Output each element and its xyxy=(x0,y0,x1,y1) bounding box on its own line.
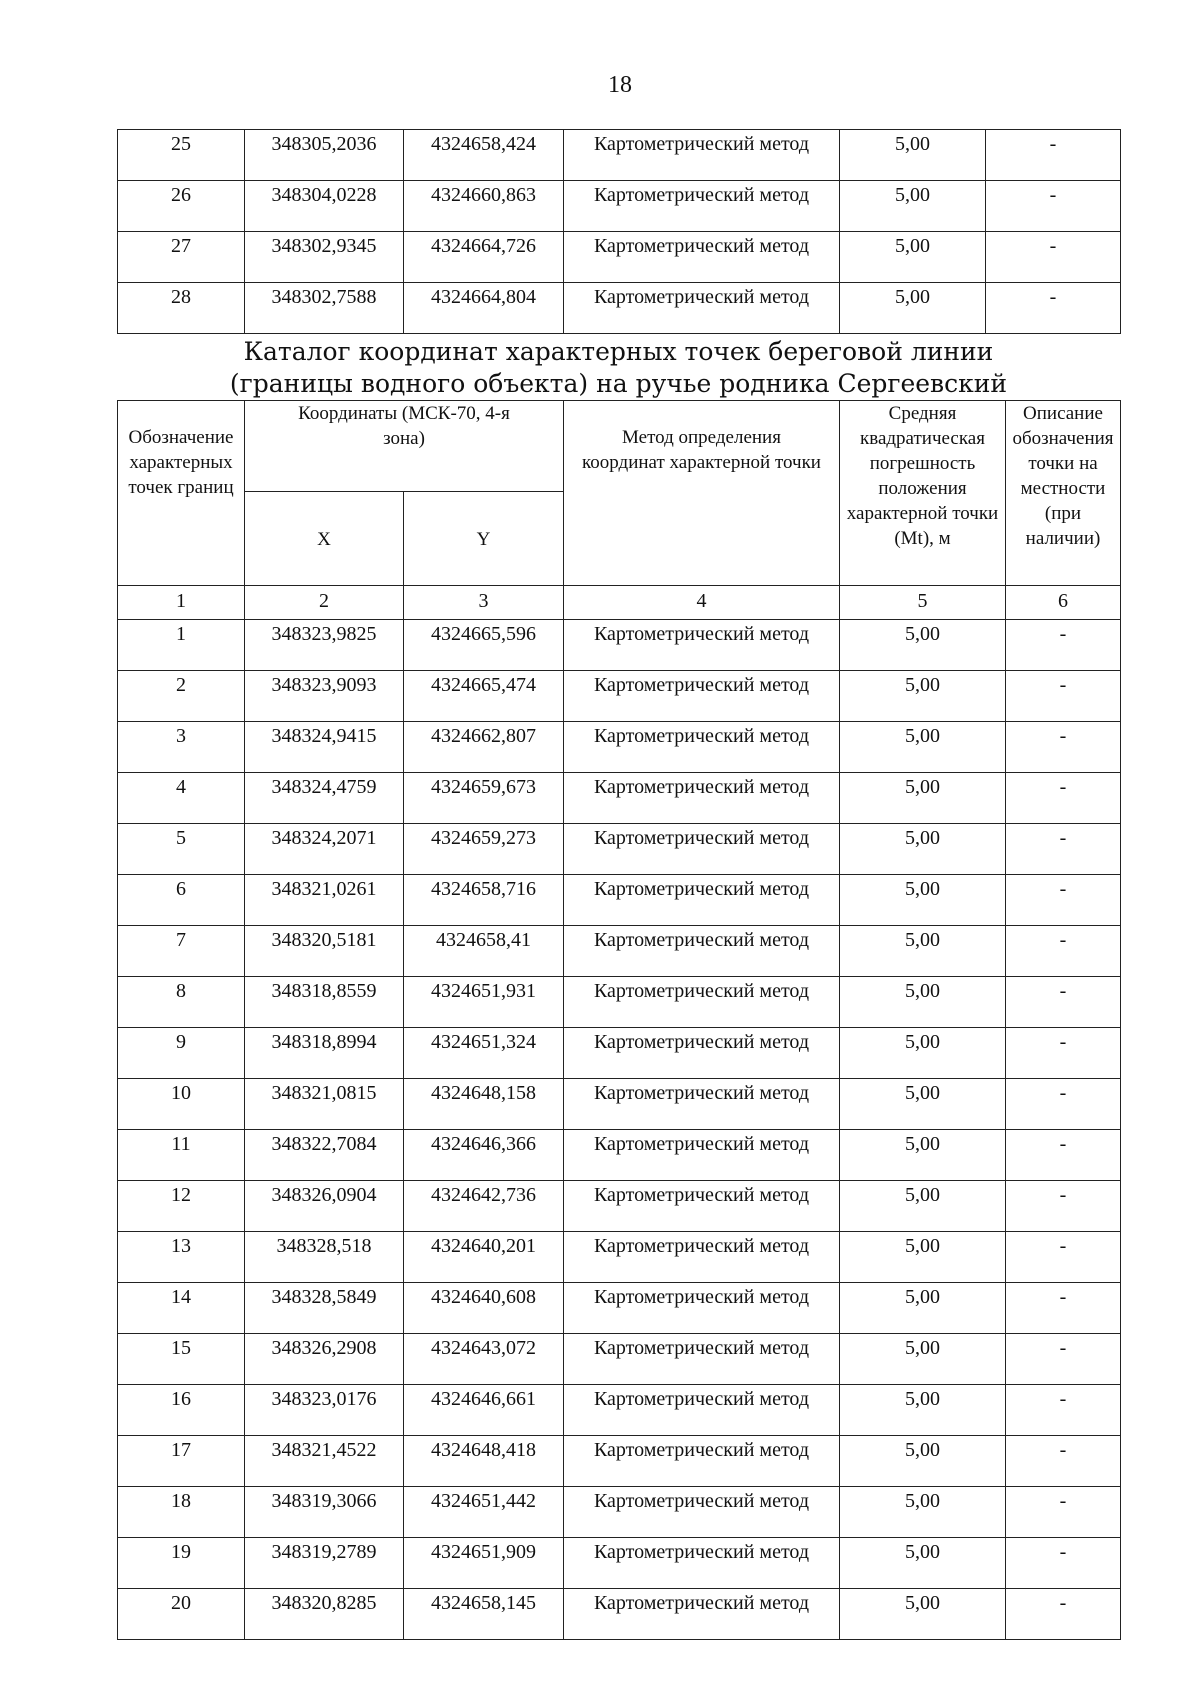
error-cell: 5,00 xyxy=(840,1538,1006,1589)
y-coordinate-cell: 4324659,673 xyxy=(404,773,564,824)
x-coordinate-cell: 348324,9415 xyxy=(245,722,404,773)
description-cell: - xyxy=(1006,620,1121,671)
y-coordinate-cell: 4324660,863 xyxy=(404,181,564,232)
method-cell: Картометрический метод xyxy=(564,1283,840,1334)
point-number-cell: 2 xyxy=(118,671,245,722)
column-number: 2 xyxy=(245,586,404,620)
method-cell: Картометрический метод xyxy=(564,283,840,334)
method-cell: Картометрический метод xyxy=(564,232,840,283)
description-cell: - xyxy=(1006,977,1121,1028)
x-coordinate-cell: 348318,8994 xyxy=(245,1028,404,1079)
table-row xyxy=(118,283,1121,334)
description-cell: - xyxy=(1006,926,1121,977)
table-row xyxy=(118,1589,1121,1640)
point-number-cell: 7 xyxy=(118,926,245,977)
point-number-cell: 4 xyxy=(118,773,245,824)
method-cell: Картометрический метод xyxy=(564,1538,840,1589)
header-point-description: Описание обозначения точки на местности (при наличии) xyxy=(1006,401,1121,586)
y-coordinate-cell: 4324651,931 xyxy=(404,977,564,1028)
description-cell: - xyxy=(1006,1079,1121,1130)
x-coordinate-cell: 348320,5181 xyxy=(245,926,404,977)
table-row xyxy=(118,1385,1121,1436)
x-coordinate-cell: 348323,9093 xyxy=(245,671,404,722)
header-x: X xyxy=(245,492,404,586)
table-row xyxy=(118,1487,1121,1538)
table-row xyxy=(118,1436,1121,1487)
table-row xyxy=(118,1334,1121,1385)
x-coordinate-cell: 348320,8285 xyxy=(245,1589,404,1640)
point-number-cell: 13 xyxy=(118,1232,245,1283)
continued-coordinates-table xyxy=(117,129,1121,334)
description-cell: - xyxy=(1006,1028,1121,1079)
error-cell: 5,00 xyxy=(840,875,1006,926)
y-coordinate-cell: 4324659,273 xyxy=(404,824,564,875)
method-cell: Картометрический метод xyxy=(564,1334,840,1385)
x-coordinate-cell: 348322,7084 xyxy=(245,1130,404,1181)
error-cell: 5,00 xyxy=(840,1589,1006,1640)
point-number-cell: 14 xyxy=(118,1283,245,1334)
method-cell: Картометрический метод xyxy=(564,1079,840,1130)
x-coordinate-cell: 348305,2036 xyxy=(245,130,404,181)
y-coordinate-cell: 4324643,072 xyxy=(404,1334,564,1385)
continued-table-body xyxy=(118,130,1121,334)
table-row xyxy=(118,1079,1121,1130)
method-cell: Картометрический метод xyxy=(564,1589,840,1640)
x-coordinate-cell: 348323,9825 xyxy=(245,620,404,671)
table-row xyxy=(118,181,1121,232)
page-number: 18 xyxy=(608,72,632,98)
header-coordinates: Координаты (МСК-70, 4-я зона) xyxy=(245,401,564,492)
x-coordinate-cell: 348321,0815 xyxy=(245,1079,404,1130)
method-cell: Картометрический метод xyxy=(564,824,840,875)
method-cell: Картометрический метод xyxy=(564,977,840,1028)
description-cell: - xyxy=(1006,1283,1121,1334)
error-cell: 5,00 xyxy=(840,1028,1006,1079)
method-cell: Картометрический метод xyxy=(564,671,840,722)
description-cell: - xyxy=(1006,1130,1121,1181)
method-cell: Картометрический метод xyxy=(564,1232,840,1283)
table-row xyxy=(118,773,1121,824)
point-number-cell: 16 xyxy=(118,1385,245,1436)
x-coordinate-cell: 348302,7588 xyxy=(245,283,404,334)
point-number-cell: 17 xyxy=(118,1436,245,1487)
y-coordinate-cell: 4324640,608 xyxy=(404,1283,564,1334)
x-coordinate-cell: 348318,8559 xyxy=(245,977,404,1028)
table-row xyxy=(118,977,1121,1028)
method-cell: Картометрический метод xyxy=(564,722,840,773)
error-cell: 5,00 xyxy=(840,1232,1006,1283)
error-cell: 5,00 xyxy=(840,773,1006,824)
error-cell: 5,00 xyxy=(840,722,1006,773)
x-coordinate-cell: 348326,0904 xyxy=(245,1181,404,1232)
header-mean-error: Средняя квадратическая погрешность положения характерной точки (Mt), м xyxy=(840,401,1006,586)
point-number-cell: 26 xyxy=(118,181,245,232)
column-number: 5 xyxy=(840,586,1006,620)
y-coordinate-cell: 4324658,41 xyxy=(404,926,564,977)
error-cell: 5,00 xyxy=(840,1181,1006,1232)
x-coordinate-cell: 348302,9345 xyxy=(245,232,404,283)
catalog-title-line-2: (границы водного объекта) на ручье родника Сергеевский xyxy=(229,369,1008,398)
method-cell: Картометрический метод xyxy=(564,773,840,824)
y-coordinate-cell: 4324664,726 xyxy=(404,232,564,283)
x-coordinate-cell: 348328,518 xyxy=(245,1232,404,1283)
method-cell: Картометрический метод xyxy=(564,1181,840,1232)
y-coordinate-cell: 4324642,736 xyxy=(404,1181,564,1232)
x-coordinate-cell: 348323,0176 xyxy=(245,1385,404,1436)
point-number-cell: 3 xyxy=(118,722,245,773)
method-cell: Картометрический метод xyxy=(564,620,840,671)
y-coordinate-cell: 4324651,442 xyxy=(404,1487,564,1538)
description-cell: - xyxy=(1006,773,1121,824)
method-cell: Картометрический метод xyxy=(564,130,840,181)
x-coordinate-cell: 348324,2071 xyxy=(245,824,404,875)
header-row-1 xyxy=(118,401,1121,492)
column-number: 3 xyxy=(404,586,564,620)
point-number-cell: 10 xyxy=(118,1079,245,1130)
description-cell: - xyxy=(986,181,1121,232)
description-cell: - xyxy=(1006,722,1121,773)
error-cell: 5,00 xyxy=(840,1385,1006,1436)
point-number-cell: 27 xyxy=(118,232,245,283)
method-cell: Картометрический метод xyxy=(564,1385,840,1436)
error-cell: 5,00 xyxy=(840,977,1006,1028)
y-coordinate-cell: 4324665,596 xyxy=(404,620,564,671)
point-number-cell: 18 xyxy=(118,1487,245,1538)
error-cell: 5,00 xyxy=(840,283,986,334)
method-cell: Картометрический метод xyxy=(564,1487,840,1538)
error-cell: 5,00 xyxy=(840,926,1006,977)
y-coordinate-cell: 4324664,804 xyxy=(404,283,564,334)
description-cell: - xyxy=(986,283,1121,334)
table-row xyxy=(118,130,1121,181)
error-cell: 5,00 xyxy=(840,181,986,232)
description-cell: - xyxy=(1006,1181,1121,1232)
table-row xyxy=(118,926,1121,977)
error-cell: 5,00 xyxy=(840,620,1006,671)
table-row xyxy=(118,232,1121,283)
error-cell: 5,00 xyxy=(840,1487,1006,1538)
point-number-cell: 6 xyxy=(118,875,245,926)
method-cell: Картометрический метод xyxy=(564,181,840,232)
error-cell: 5,00 xyxy=(840,130,986,181)
table-row xyxy=(118,671,1121,722)
x-coordinate-cell: 348319,2789 xyxy=(245,1538,404,1589)
method-cell: Картометрический метод xyxy=(564,1130,840,1181)
header-method: Метод определения координат характерной точки xyxy=(564,401,840,586)
catalog-title-line-1: Каталог координат характерных точек береговой линии xyxy=(243,337,994,366)
table-row xyxy=(118,824,1121,875)
error-cell: 5,00 xyxy=(840,232,986,283)
table-row xyxy=(118,620,1121,671)
x-coordinate-cell: 348324,4759 xyxy=(245,773,404,824)
point-number-cell: 11 xyxy=(118,1130,245,1181)
description-cell: - xyxy=(986,130,1121,181)
y-coordinate-cell: 4324651,324 xyxy=(404,1028,564,1079)
y-coordinate-cell: 4324658,424 xyxy=(404,130,564,181)
y-coordinate-cell: 4324658,145 xyxy=(404,1589,564,1640)
error-cell: 5,00 xyxy=(840,1130,1006,1181)
method-cell: Картометрический метод xyxy=(564,926,840,977)
x-coordinate-cell: 348326,2908 xyxy=(245,1334,404,1385)
description-cell: - xyxy=(1006,1589,1121,1640)
point-number-cell: 25 xyxy=(118,130,245,181)
y-coordinate-cell: 4324662,807 xyxy=(404,722,564,773)
method-cell: Картометрический метод xyxy=(564,1028,840,1079)
header-designation: Обозначение характерных точек границ xyxy=(118,401,245,586)
error-cell: 5,00 xyxy=(840,1334,1006,1385)
x-coordinate-cell: 348319,3066 xyxy=(245,1487,404,1538)
description-cell: - xyxy=(1006,1538,1121,1589)
table-row xyxy=(118,1232,1121,1283)
y-coordinate-cell: 4324651,909 xyxy=(404,1538,564,1589)
y-coordinate-cell: 4324658,716 xyxy=(404,875,564,926)
table-row xyxy=(118,1538,1121,1589)
point-number-cell: 1 xyxy=(118,620,245,671)
y-coordinate-cell: 4324646,661 xyxy=(404,1385,564,1436)
y-coordinate-cell: 4324640,201 xyxy=(404,1232,564,1283)
column-number-row xyxy=(118,586,1121,620)
y-coordinate-cell: 4324665,474 xyxy=(404,671,564,722)
point-number-cell: 20 xyxy=(118,1589,245,1640)
point-number-cell: 19 xyxy=(118,1538,245,1589)
method-cell: Картометрический метод xyxy=(564,875,840,926)
x-coordinate-cell: 348328,5849 xyxy=(245,1283,404,1334)
point-number-cell: 5 xyxy=(118,824,245,875)
column-number: 4 xyxy=(564,586,840,620)
description-cell: - xyxy=(1006,824,1121,875)
coordinates-catalog-table xyxy=(117,400,1121,1640)
column-number: 6 xyxy=(1006,586,1121,620)
error-cell: 5,00 xyxy=(840,1436,1006,1487)
description-cell: - xyxy=(1006,1487,1121,1538)
table-row xyxy=(118,875,1121,926)
error-cell: 5,00 xyxy=(840,671,1006,722)
y-coordinate-cell: 4324646,366 xyxy=(404,1130,564,1181)
point-number-cell: 15 xyxy=(118,1334,245,1385)
column-number: 1 xyxy=(118,586,245,620)
method-cell: Картометрический метод xyxy=(564,1436,840,1487)
description-cell: - xyxy=(1006,875,1121,926)
point-number-cell: 9 xyxy=(118,1028,245,1079)
y-coordinate-cell: 4324648,418 xyxy=(404,1436,564,1487)
table-row xyxy=(118,1181,1121,1232)
error-cell: 5,00 xyxy=(840,1079,1006,1130)
description-cell: - xyxy=(986,232,1121,283)
description-cell: - xyxy=(1006,1436,1121,1487)
catalog-title xyxy=(117,336,1120,400)
catalog-table-body xyxy=(118,401,1121,1640)
header-y: Y xyxy=(404,492,564,586)
point-number-cell: 28 xyxy=(118,283,245,334)
x-coordinate-cell: 348321,0261 xyxy=(245,875,404,926)
table-row xyxy=(118,1028,1121,1079)
error-cell: 5,00 xyxy=(840,824,1006,875)
description-cell: - xyxy=(1006,1232,1121,1283)
error-cell: 5,00 xyxy=(840,1283,1006,1334)
point-number-cell: 8 xyxy=(118,977,245,1028)
x-coordinate-cell: 348304,0228 xyxy=(245,181,404,232)
y-coordinate-cell: 4324648,158 xyxy=(404,1079,564,1130)
x-coordinate-cell: 348321,4522 xyxy=(245,1436,404,1487)
table-row xyxy=(118,1283,1121,1334)
table-row xyxy=(118,1130,1121,1181)
point-number-cell: 12 xyxy=(118,1181,245,1232)
description-cell: - xyxy=(1006,1385,1121,1436)
table-row xyxy=(118,722,1121,773)
description-cell: - xyxy=(1006,1334,1121,1385)
description-cell: - xyxy=(1006,671,1121,722)
